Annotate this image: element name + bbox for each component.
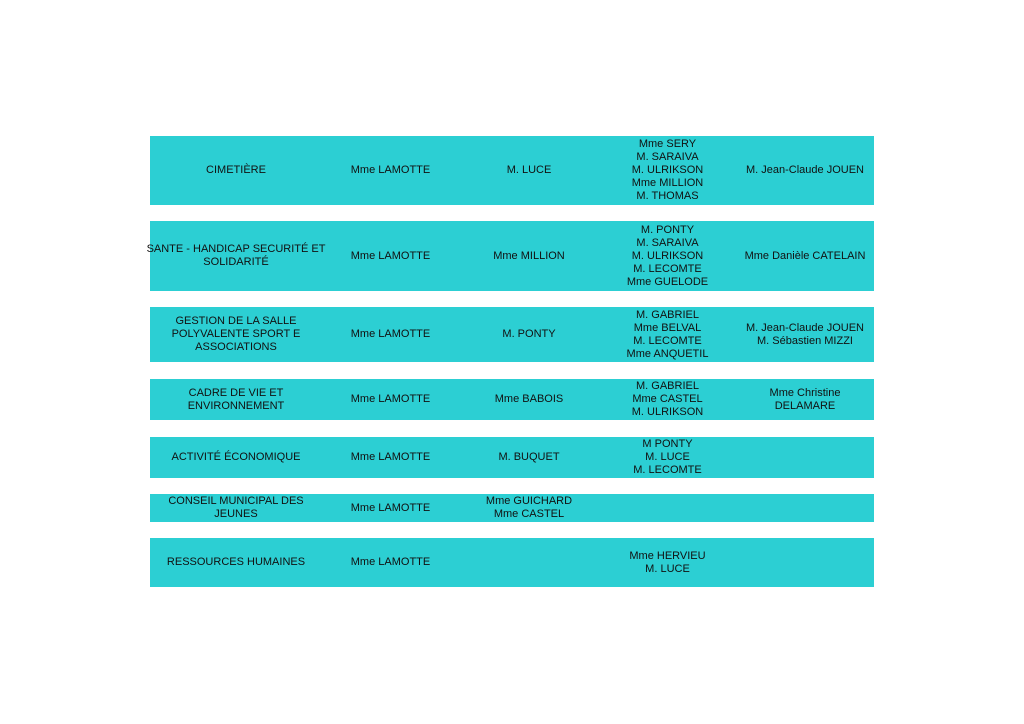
president-cell xyxy=(322,307,459,362)
president-name: Mme LAMOTTE xyxy=(350,501,431,514)
members-cell xyxy=(599,494,736,522)
commission-name-line: CONSEIL MUNICIPAL DES xyxy=(168,495,304,507)
vice-president-cell xyxy=(459,221,599,291)
members-cell xyxy=(599,379,736,420)
external-member-name: M. Jean-Claude JOUEN xyxy=(746,164,864,176)
external-member-name: Mme Christine xyxy=(769,386,841,399)
members-cell xyxy=(599,136,736,205)
president-name: Mme LAMOTTE xyxy=(350,556,431,568)
vice-president-name: M. PONTY xyxy=(502,328,556,340)
member-name: M. LECOMTE xyxy=(633,262,702,275)
member-name: Mme SERY xyxy=(638,138,697,150)
member-name: M. GABRIEL xyxy=(636,380,699,392)
vice-president-name: M. LUCE xyxy=(506,164,552,176)
member-name: Mme BELVAL xyxy=(633,321,702,334)
external-members-cell xyxy=(736,136,874,205)
president-name: Mme LAMOTTE xyxy=(350,451,431,463)
commission-name-line: ACTIVITÉ ÉCONOMIQUE xyxy=(171,451,301,463)
commission-name-cell xyxy=(150,437,322,478)
vice-president-cell xyxy=(459,437,599,478)
members-cell xyxy=(599,437,736,478)
commission-name-line: RESSOURCES HUMAINES xyxy=(166,556,306,568)
member-name: M. SARAIVA xyxy=(636,236,699,249)
president-cell xyxy=(322,136,459,205)
president-name: Mme LAMOTTE xyxy=(350,393,431,405)
external-members-cell xyxy=(736,494,874,522)
vice-president-cell xyxy=(459,538,599,587)
external-member-name: M. Sébastien MIZZI xyxy=(757,334,853,347)
member-name: M. LUCE xyxy=(645,562,690,575)
commission-name-cell xyxy=(150,379,322,420)
member-name: M. ULRIKSON xyxy=(631,406,704,418)
member-name: M PONTY xyxy=(642,438,693,450)
member-name: M. THOMAS xyxy=(636,190,699,202)
commission-name-line: POLYVALENTE SPORT E xyxy=(171,328,301,340)
members-cell xyxy=(599,221,736,291)
member-name: M. ULRIKSON xyxy=(631,249,704,262)
president-name: Mme LAMOTTE xyxy=(350,249,431,262)
member-name: Mme GUELODE xyxy=(626,275,709,288)
member-name: M. LECOMTE xyxy=(633,464,702,476)
commission-name-line: JEUNES xyxy=(214,508,258,520)
commission-name-cell xyxy=(150,136,322,205)
president-cell xyxy=(322,437,459,478)
president-cell xyxy=(322,221,459,291)
president-cell xyxy=(322,379,459,420)
commission-name-line: ENVIRONNEMENT xyxy=(187,399,285,412)
vice-president-name: Mme MILLION xyxy=(493,249,565,262)
vice-president-cell xyxy=(459,379,599,420)
member-name: M. LUCE xyxy=(645,451,690,463)
commission-name-cell xyxy=(150,307,322,362)
external-member-name: M. Jean-Claude JOUEN xyxy=(746,321,864,334)
commission-name-line: CADRE DE VIE ET xyxy=(188,386,284,399)
vice-president-cell xyxy=(459,307,599,362)
external-member-name: DELAMARE xyxy=(774,399,836,412)
member-name: M. GABRIEL xyxy=(636,308,699,321)
president-name: Mme LAMOTTE xyxy=(350,164,431,176)
vice-president-name: Mme BABOIS xyxy=(494,393,564,405)
president-cell xyxy=(322,494,459,522)
table-row-cadre-de-vie xyxy=(150,379,874,420)
members-cell xyxy=(599,538,736,587)
commission-name-line: SOLIDARITÉ xyxy=(203,256,269,268)
table-row-ressources-humaines xyxy=(150,538,874,587)
table-row-conseil-jeunes xyxy=(150,494,874,522)
member-name: M. LECOMTE xyxy=(633,334,702,347)
commission-name-cell xyxy=(150,538,322,587)
vice-president-cell xyxy=(459,136,599,205)
commission-name-cell xyxy=(146,221,326,291)
external-members-cell xyxy=(736,538,874,587)
commission-name-line: GESTION DE LA SALLE xyxy=(175,315,297,327)
vice-president-name: Mme CASTEL xyxy=(493,508,565,520)
commission-name-line: ASSOCIATIONS xyxy=(195,341,277,353)
commissions-table xyxy=(146,0,874,724)
external-members-cell xyxy=(736,221,874,291)
external-members-cell xyxy=(736,437,874,478)
members-cell xyxy=(599,307,736,362)
commission-name-cell xyxy=(150,494,322,522)
member-name: M. SARAIVA xyxy=(636,151,699,163)
president-cell xyxy=(322,538,459,587)
table-row-activite-economique xyxy=(150,437,874,478)
member-name: M. PONTY xyxy=(640,223,695,236)
member-name: M. ULRIKSON xyxy=(631,164,704,176)
external-members-cell xyxy=(736,379,874,420)
member-name: Mme CASTEL xyxy=(632,393,703,405)
vice-president-cell xyxy=(459,494,599,522)
member-name: Mme HERVIEU xyxy=(629,549,706,562)
table-row-sante-handicap xyxy=(146,221,874,291)
external-member-name: Mme Danièle CATELAIN xyxy=(744,249,866,262)
table-row-cimetiere xyxy=(150,136,874,205)
vice-president-name: M. BUQUET xyxy=(498,451,560,463)
table-row-salle-polyvalente xyxy=(150,307,874,362)
commission-name-line: CIMETIÈRE xyxy=(206,164,266,176)
vice-president-name: Mme GUICHARD xyxy=(485,495,573,507)
member-name: Mme MILLION xyxy=(631,177,704,189)
president-name: Mme LAMOTTE xyxy=(350,328,431,340)
commission-name-line: SANTE - HANDICAP SECURITÉ ET xyxy=(146,243,326,255)
external-members-cell xyxy=(736,307,874,362)
member-name: Mme ANQUETIL xyxy=(626,347,709,360)
